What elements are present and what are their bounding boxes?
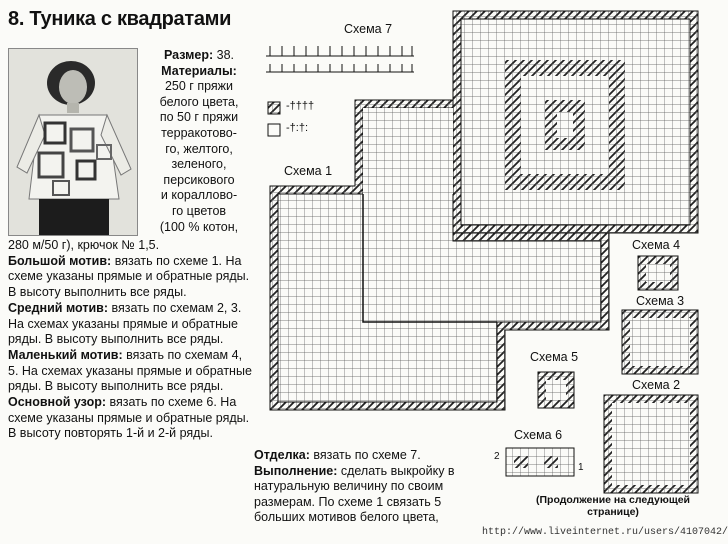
legend-empty-swatch: [268, 124, 280, 136]
scheme-5: [538, 372, 574, 408]
scheme-7-label: Схема 7: [344, 22, 393, 36]
section-label: Маленький мотив:: [8, 347, 123, 362]
legend-filled-text: -††††: [286, 100, 315, 112]
legend-filled-swatch: [268, 102, 280, 114]
article-title: 8. Туника с квадратами: [8, 8, 232, 30]
section-text: вязать по схемам 2, 3. На схемах указаны прямые и обратные ряды. В высоту выполнить все ряды.: [8, 300, 242, 347]
materials-line: белого цвета,: [159, 94, 239, 109]
size-label: Размер:: [163, 48, 214, 62]
scheme-2: [604, 395, 698, 493]
scheme-6-row-1: 1: [578, 462, 584, 473]
scheme-4: [638, 256, 678, 290]
scheme-6-row-2: 2: [494, 451, 500, 462]
materials-line: по 50 г пряжи: [159, 110, 239, 125]
section-label: Средний мотив:: [8, 300, 108, 315]
section-text: вязать по схемам 4, 5. На схемах указаны прямые и обратные ряды. В высоту выполнить все ряды.: [8, 347, 252, 394]
scheme-4-label: Схема 4: [632, 238, 681, 252]
materials-line: (100 % котон,: [159, 219, 239, 234]
materials-line: и кораллово-: [160, 188, 238, 203]
legend: [268, 102, 280, 136]
scheme-1-label: Схема 1: [284, 164, 333, 178]
materials-line: го, желтого,: [165, 141, 233, 156]
materials-line: терракотово-: [161, 125, 237, 140]
scheme-3-label: Схема 3: [636, 294, 685, 308]
scheme-3: [622, 310, 698, 374]
materials-line: 250 г пряжи: [164, 79, 234, 94]
execution-label: Выполнение:: [254, 463, 338, 478]
section-label: Основной узор:: [8, 395, 107, 410]
section-text: вязать по схеме 1. На схеме указаны прямые и обратные ряды. В высоту выполнить все ряды.: [8, 253, 250, 300]
section-label: Большой мотив:: [8, 253, 112, 268]
scheme-2-label: Схема 2: [632, 378, 681, 392]
materials-line: го цветов: [171, 203, 227, 218]
materials-line: персикового: [163, 172, 235, 187]
scheme-5-label: Схема 5: [530, 350, 579, 364]
scheme-6: [506, 448, 574, 476]
materials-line: зеленого,: [171, 157, 227, 172]
scheme-6-label: Схема 6: [514, 428, 563, 442]
legend-empty-text: -†:†:: [286, 122, 309, 134]
size-value: 38.: [213, 48, 235, 62]
yarn-tail: 280 м/50 г), крючок № 1,5.: [8, 238, 160, 252]
finishing-label: Отделка:: [254, 448, 310, 462]
continued-note: (Продолжение на следующей странице): [536, 494, 690, 518]
section-text: вязать по схеме 6. На схеме указаны прямые и обратные ряды. В высоту повторять 1-й и 2-й ряды.: [8, 395, 250, 441]
execution-text: сделать выкройку в натуральную величину по своим размерам. По схеме 1 связать 5 больших мотивов белого цвета,: [254, 463, 455, 525]
source-watermark: http://www.liveinternet.ru/users/4107042/: [482, 527, 728, 538]
materials-label: Материалы:: [161, 63, 237, 78]
finishing-text: вязать по схеме 7.: [309, 448, 421, 462]
